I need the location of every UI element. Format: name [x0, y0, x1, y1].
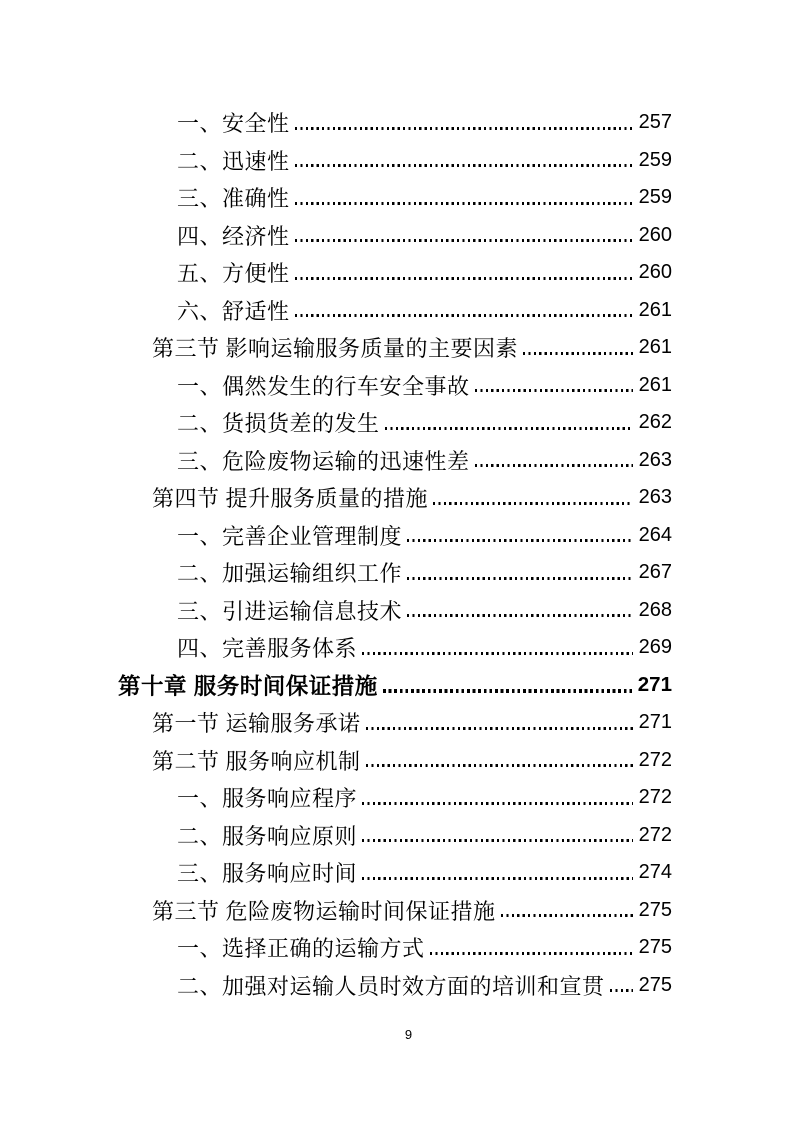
toc-entry-page: 262: [638, 411, 672, 434]
toc-entry-title: 五、方便性: [177, 261, 290, 287]
dot-leader: [407, 539, 633, 542]
dot-leader: [366, 764, 633, 767]
toc-entry-page: 260: [638, 261, 672, 284]
toc-entry-title: 一、完善企业管理制度: [177, 523, 403, 549]
dot-leader: [407, 577, 633, 580]
toc-entry-page: 264: [638, 523, 672, 546]
toc-entry-page: 260: [638, 223, 672, 246]
dot-leader: [407, 614, 633, 617]
toc-entry-page: 272: [638, 786, 672, 809]
toc-entry-page: 261: [638, 298, 672, 321]
dot-leader: [295, 127, 633, 130]
dot-leader: [430, 952, 633, 955]
toc-entry-page: 259: [638, 186, 672, 209]
toc-entry[interactable]: [118, 217, 672, 255]
toc-list: [118, 104, 672, 1004]
toc-entry-title: 第十章 服务时间保证措施: [118, 674, 378, 700]
toc-entry-page: 263: [638, 448, 672, 471]
dot-leader: [295, 277, 633, 280]
dot-leader: [295, 202, 633, 205]
toc-entry-page: 275: [638, 973, 672, 996]
toc-entry-page: 271: [638, 711, 672, 734]
toc-entry-page: 275: [638, 898, 672, 921]
toc-entry-page: 263: [638, 486, 672, 509]
toc-entry-title: 第三节 影响运输服务质量的主要因素: [152, 336, 519, 362]
toc-entry-page: 275: [638, 936, 672, 959]
dot-leader: [366, 727, 633, 730]
toc-entry[interactable]: [118, 817, 672, 855]
dot-leader: [383, 689, 632, 693]
toc-entry[interactable]: [118, 704, 672, 742]
toc-entry[interactable]: [118, 292, 672, 330]
toc-entry-title: 三、准确性: [177, 186, 290, 212]
toc-entry-page: 272: [638, 748, 672, 771]
dot-leader: [362, 839, 633, 842]
dot-leader: [362, 652, 633, 655]
dot-leader: [295, 239, 633, 242]
toc-entry-title: 六、舒适性: [177, 298, 290, 324]
dot-leader: [523, 352, 633, 355]
toc-entry[interactable]: [118, 929, 672, 967]
toc-entry-title: 二、迅速性: [177, 148, 290, 174]
dot-leader: [362, 877, 633, 880]
toc-entry-title: 第三节 危险废物运输时间保证措施: [152, 898, 496, 924]
dot-leader: [362, 802, 633, 805]
toc-entry[interactable]: [118, 629, 672, 667]
toc-entry-title: 四、经济性: [177, 223, 290, 249]
toc-entry[interactable]: [118, 179, 672, 217]
toc-entry-title: 二、货损货差的发生: [177, 411, 380, 437]
toc-entry-title: 三、危险废物运输的迅速性差: [177, 448, 470, 474]
toc-entry-title: 第一节 运输服务承诺: [152, 711, 361, 737]
toc-entry-page: 268: [638, 598, 672, 621]
toc-entry-page: 272: [638, 823, 672, 846]
toc-entry[interactable]: [118, 667, 672, 705]
toc-entry-title: 四、完善服务体系: [177, 636, 358, 662]
toc-entry-title: 一、偶然发生的行车安全事故: [177, 373, 470, 399]
toc-entry-title: 第四节 提升服务质量的措施: [152, 486, 429, 512]
toc-entry[interactable]: [118, 479, 672, 517]
toc-entry-page: 271: [637, 673, 672, 697]
dot-leader: [433, 502, 633, 505]
toc-entry[interactable]: [118, 517, 672, 555]
footer-page-number: 9: [404, 1027, 413, 1042]
dot-leader: [501, 914, 633, 917]
toc-entry[interactable]: [118, 142, 672, 180]
toc-entry-title: 一、选择正确的运输方式: [177, 936, 425, 962]
toc-entry-page: 257: [638, 111, 672, 134]
toc-entry[interactable]: [118, 854, 672, 892]
toc-entry-page: 274: [638, 861, 672, 884]
toc-entry-title: 二、加强运输组织工作: [177, 561, 403, 587]
page-footer: [0, 1026, 793, 1044]
toc-entry[interactable]: [118, 367, 672, 405]
toc-entry-title: 三、引进运输信息技术: [177, 598, 403, 624]
toc-entry-page: 261: [638, 336, 672, 359]
toc-entry[interactable]: [118, 554, 672, 592]
toc-entry[interactable]: [118, 742, 672, 780]
dot-leader: [295, 314, 633, 317]
toc-entry[interactable]: [118, 967, 672, 1005]
toc-entry-page: 261: [638, 373, 672, 396]
toc-entry[interactable]: [118, 404, 672, 442]
toc-entry[interactable]: [118, 592, 672, 630]
toc-entry[interactable]: [118, 442, 672, 480]
dot-leader: [610, 989, 633, 992]
dot-leader: [475, 464, 633, 467]
toc-entry[interactable]: [118, 779, 672, 817]
toc-entry-title: 二、加强对运输人员时效方面的培训和宣贯: [177, 973, 605, 999]
toc-entry[interactable]: [118, 329, 672, 367]
toc-entry-page: 269: [638, 636, 672, 659]
toc-entry[interactable]: [118, 254, 672, 292]
toc-entry-title: 二、服务响应原则: [177, 823, 358, 849]
toc-entry[interactable]: [118, 104, 672, 142]
toc-entry-title: 第二节 服务响应机制: [152, 748, 361, 774]
toc-entry-title: 一、安全性: [177, 111, 290, 137]
toc-entry-title: 三、服务响应时间: [177, 861, 358, 887]
dot-leader: [475, 389, 633, 392]
toc-entry-page: 267: [638, 561, 672, 584]
toc-entry-page: 259: [638, 148, 672, 171]
toc-entry-title: 一、服务响应程序: [177, 786, 358, 812]
dot-leader: [385, 427, 633, 430]
dot-leader: [295, 164, 633, 167]
toc-entry[interactable]: [118, 892, 672, 930]
